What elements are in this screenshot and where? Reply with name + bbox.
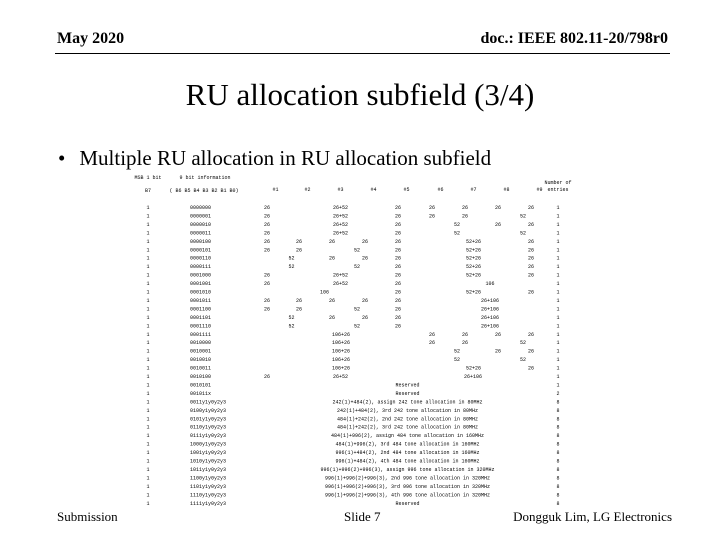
row-ru-cell: 52: [453, 230, 461, 237]
footer-author: Dongguk Lim, LG Electronics: [513, 509, 672, 524]
row-ru-cell: 26: [296, 306, 303, 313]
row-msb: 1: [146, 331, 150, 338]
row-ru-cell: 26: [462, 331, 469, 338]
row-bits: 0000010: [190, 221, 212, 228]
header-number-of: Number of: [544, 180, 572, 186]
row-ru-cell: 106+26: [331, 357, 351, 364]
row-ru-cell: 52: [453, 348, 461, 355]
row-ru-cell: 52+26: [465, 238, 482, 245]
row-ru-cell: 26+52: [332, 230, 349, 237]
row-ru-cell: 52: [288, 314, 295, 321]
row-ru-cell: 26: [264, 213, 271, 220]
row-bits: 0010010: [190, 357, 212, 364]
row-ru-cell: 996(1)+484(2), 4th 484 tone allocation in 160MHz: [335, 458, 480, 465]
bullet-dot: •: [58, 146, 66, 170]
row-bits: 0010001: [190, 348, 212, 355]
header-b7: B7: [144, 188, 152, 194]
row-ru-cell: 26: [395, 264, 402, 271]
row-msb: 1: [146, 238, 150, 245]
row-msb: 1: [146, 205, 150, 211]
row-msb: 1: [146, 475, 150, 482]
row-bits: 0001100: [190, 306, 212, 313]
row-ru-cell: 26: [264, 247, 271, 254]
row-entries: 2: [556, 390, 560, 397]
row-bits: 1010y1y0y2y3: [190, 458, 227, 465]
row-msb: 1: [146, 247, 150, 254]
row-msb: 1: [146, 281, 150, 288]
row-ru-cell: 26+52: [332, 374, 349, 380]
row-ru-cell: 26: [495, 348, 502, 355]
row-ru-cell: 996(1)+484(2), 2nd 484 tone allocation in 160MHz: [335, 450, 480, 457]
row-msb: 1: [146, 416, 150, 423]
row-ru-cell: 484(1)+996(2), assign 484 tone allocation in 160MHz: [330, 433, 485, 440]
row-entries: 1: [556, 357, 560, 364]
row-ru-cell: 996(1)+996(2)+996(3), 4th 996 tone allocation in 320MHz: [324, 492, 491, 499]
row-ru-cell: Reserved: [395, 390, 420, 397]
row-bits: 0001000: [190, 272, 212, 279]
row-ru-cell: 26: [528, 365, 535, 372]
row-msb: 1: [146, 365, 150, 372]
header-ru-5: #5: [403, 187, 410, 193]
row-entries: 8: [556, 492, 560, 499]
row-bits: 0011y1y0y2y3: [190, 399, 227, 406]
row-ru-cell: 26+106: [480, 297, 500, 304]
row-bits: 001011x: [190, 390, 212, 397]
row-ru-cell: 52: [353, 306, 361, 313]
row-msb: 1: [146, 424, 150, 431]
row-ru-cell: 26: [395, 281, 402, 288]
row-ru-cell: 26: [264, 221, 271, 228]
row-ru-cell: 26: [395, 289, 402, 296]
row-ru-cell: 484(1)+242(2), 2nd 242 tone allocation in 80MHz: [336, 416, 479, 423]
row-ru-cell: 242(1)+484(2), assign 242 tone allocation in 80MHz: [332, 399, 483, 406]
header-ru-3: #3: [337, 187, 344, 193]
row-entries: 8: [556, 450, 560, 457]
row-entries: 1: [556, 264, 560, 271]
row-ru-cell: 26: [329, 255, 336, 262]
row-ru-cell: 26: [395, 230, 402, 237]
row-msb: 1: [146, 382, 150, 389]
row-entries: 1: [556, 238, 560, 245]
row-ru-cell: 26: [429, 213, 436, 220]
row-msb: 1: [146, 500, 150, 507]
row-entries: 1: [556, 205, 560, 211]
row-ru-cell: 26: [528, 331, 535, 338]
row-msb: 1: [146, 407, 150, 414]
row-ru-cell: 996(1)+996(2)+996(3), assign 996 tone allocation in 320MHz: [320, 466, 495, 473]
row-entries: 1: [556, 230, 560, 237]
row-msb: 1: [146, 348, 150, 355]
row-bits: 0001010: [190, 289, 212, 296]
row-ru-cell: Reserved: [395, 382, 420, 389]
header-date: May 2020: [57, 30, 125, 47]
row-entries: 1: [556, 314, 560, 321]
header-msb-bit: MSB 1 bit: [134, 175, 162, 181]
row-bits: 0000111: [190, 264, 212, 271]
row-ru-cell: 26: [528, 247, 535, 254]
row-msb: 1: [146, 297, 150, 304]
row-ru-cell: 26+52: [332, 281, 349, 288]
row-ru-cell: 26: [264, 205, 271, 211]
row-bits: 1001y1y0y2y3: [190, 450, 227, 457]
row-entries: 8: [556, 458, 560, 465]
row-msb: 1: [146, 221, 150, 228]
row-entries: 8: [556, 483, 560, 490]
row-ru-cell: 52: [288, 323, 295, 330]
row-ru-cell: 52: [353, 247, 361, 254]
row-msb: 1: [146, 374, 150, 380]
row-ru-cell: 106: [485, 281, 495, 288]
row-ru-cell: 52+26: [465, 255, 482, 262]
row-ru-cell: 26: [462, 213, 469, 220]
row-ru-cell: 52: [453, 221, 461, 228]
row-msb: 1: [146, 458, 150, 465]
row-ru-cell: 52: [453, 357, 461, 364]
slide-title: RU allocation subfield (3/4): [185, 77, 535, 112]
row-entries: 1: [556, 382, 560, 389]
row-ru-cell: 26: [395, 323, 402, 330]
row-ru-cell: 26+106: [480, 323, 500, 330]
row-entries: 1: [556, 247, 560, 254]
row-bits: 0010000: [190, 340, 212, 347]
row-ru-cell: 484(1)+996(2), 3rd 484 tone allocation in 160MHz: [335, 441, 480, 448]
row-ru-cell: 52: [288, 264, 295, 271]
row-ru-cell: 26: [528, 264, 535, 271]
row-ru-cell: 26: [264, 306, 271, 313]
row-msb: 1: [146, 230, 150, 237]
row-bits: 1101y1y0y2y3: [190, 483, 227, 490]
row-ru-cell: 52: [353, 264, 361, 271]
row-entries: 8: [556, 441, 560, 448]
row-entries: 1: [556, 306, 560, 313]
row-ru-cell: 26: [296, 238, 303, 245]
header-entries: entries: [547, 187, 569, 193]
row-entries: 1: [556, 365, 560, 372]
row-ru-cell: Reserved: [395, 500, 420, 507]
row-entries: 1: [556, 340, 560, 347]
row-ru-cell: 52+26: [465, 289, 482, 296]
row-ru-cell: 26: [528, 289, 535, 296]
row-entries: 1: [556, 348, 560, 355]
row-ru-cell: 106+26: [331, 331, 351, 338]
row-ru-cell: 26: [264, 281, 271, 288]
row-ru-cell: 26: [462, 340, 469, 347]
header-bit-order: ( B6 B5 B4 B3 B2 B1 B0): [169, 188, 239, 194]
row-entries: 1: [556, 289, 560, 296]
row-bits: 1000y1y0y2y3: [190, 441, 227, 448]
row-msb: 1: [146, 272, 150, 279]
row-msb: 1: [146, 441, 150, 448]
row-ru-cell: 52+26: [465, 264, 482, 271]
row-ru-cell: 26+106: [463, 374, 483, 380]
row-entries: 1: [556, 331, 560, 338]
row-msb: 1: [146, 314, 150, 321]
row-ru-cell: 52: [519, 340, 527, 347]
row-ru-cell: 26: [528, 205, 535, 211]
header-ru-6: #6: [437, 187, 444, 193]
row-ru-cell: 52: [288, 255, 295, 262]
row-ru-cell: 26+52: [332, 272, 349, 279]
row-ru-cell: 26: [528, 221, 535, 228]
footer-slide-number: Slide 7: [344, 509, 381, 524]
row-ru-cell: 26: [362, 314, 369, 321]
row-ru-cell: 26: [429, 340, 436, 347]
header-doc-number: doc.: IEEE 802.11-20/798r0: [480, 30, 668, 47]
row-ru-cell: 26: [264, 297, 271, 304]
row-entries: 8: [556, 424, 560, 431]
row-ru-cell: 26: [395, 272, 402, 279]
row-entries: 8: [556, 475, 560, 482]
row-ru-cell: 106: [319, 289, 330, 296]
row-msb: 1: [146, 450, 150, 457]
row-msb: 1: [146, 255, 150, 262]
row-msb: 1: [146, 357, 150, 364]
row-entries: 1: [556, 297, 560, 304]
row-ru-cell: 26: [429, 205, 436, 211]
header-ru-8: #8: [503, 187, 510, 193]
row-msb: 1: [146, 289, 150, 296]
row-bits: 0000110: [190, 255, 212, 262]
row-ru-cell: 26+52: [332, 205, 349, 211]
row-bits: 0000011: [190, 230, 212, 237]
row-ru-cell: 996(1)+996(2)+996(3), 2nd 996 tone allocation in 320MHz: [324, 475, 491, 482]
row-bits: 0010011: [190, 365, 212, 372]
row-bits: 0110y1y0y2y3: [190, 424, 227, 431]
row-ru-cell: 26: [528, 255, 535, 262]
row-ru-cell: 26: [395, 314, 402, 321]
row-entries: 8: [556, 416, 560, 423]
row-ru-cell: 26: [495, 205, 502, 211]
row-ru-cell: 26: [395, 297, 402, 304]
row-bits: 0000001: [190, 213, 212, 220]
footer-submission: Submission: [57, 509, 118, 524]
row-ru-cell: 52+26: [465, 365, 482, 372]
row-ru-cell: 26: [395, 205, 402, 211]
row-ru-cell: 52: [519, 213, 527, 220]
row-bits: 0001011: [190, 297, 212, 304]
row-ru-cell: 26: [462, 205, 469, 211]
row-bits: 1100y1y0y2y3: [190, 475, 227, 482]
row-ru-cell: 52+26: [465, 272, 482, 279]
row-bits: 0000000: [190, 205, 212, 211]
header-ru-4: #4: [370, 187, 377, 193]
row-entries: 8: [556, 466, 560, 473]
row-ru-cell: 26: [264, 238, 271, 245]
header-9bit-information: 9 bit information: [179, 175, 231, 181]
row-ru-cell: 26: [528, 348, 535, 355]
row-entries: 1: [556, 213, 560, 220]
row-ru-cell: 26+106: [480, 306, 500, 313]
row-ru-cell: 52: [519, 230, 527, 237]
row-ru-cell: 26+52: [332, 221, 349, 228]
row-ru-cell: 52: [519, 357, 527, 364]
row-ru-cell: 26: [395, 255, 402, 262]
row-ru-cell: 26: [395, 213, 402, 220]
row-ru-cell: 242(1)+484(2), 3rd 242 tone allocation in 80MHz: [336, 407, 479, 414]
header-ru-2: #2: [304, 187, 311, 193]
row-ru-cell: 106+26: [331, 348, 351, 355]
row-ru-cell: 26: [495, 221, 502, 228]
row-bits: 0111y1y0y2y3: [190, 433, 227, 440]
row-ru-cell: 26: [329, 314, 336, 321]
row-ru-cell: 52: [353, 323, 361, 330]
row-ru-cell: 26: [296, 247, 303, 254]
row-msb: 1: [146, 306, 150, 313]
row-ru-cell: 26: [264, 374, 271, 380]
row-ru-cell: 26: [429, 331, 436, 338]
row-ru-cell: 106+26: [331, 340, 351, 347]
row-bits: 0010101: [190, 382, 212, 389]
row-msb: 1: [146, 323, 150, 330]
row-ru-cell: 26: [296, 297, 303, 304]
row-ru-cell: 26: [395, 221, 402, 228]
row-msb: 1: [146, 399, 150, 406]
row-entries: 8: [556, 433, 560, 440]
row-msb: 1: [146, 483, 150, 490]
row-bits: 1110y1y0y2y3: [190, 492, 227, 499]
row-ru-cell: 26: [395, 306, 402, 313]
row-ru-cell: 26: [395, 247, 402, 254]
row-ru-cell: 26: [362, 238, 369, 245]
row-entries: 8: [556, 399, 560, 406]
row-bits: 0001110: [190, 323, 212, 330]
row-entries: 1: [556, 221, 560, 228]
row-ru-cell: 26: [362, 297, 369, 304]
row-bits: 0001001: [190, 281, 212, 288]
row-ru-cell: 996(1)+996(2)+996(3), 3rd 996 tone allocation in 320MHz: [324, 483, 491, 490]
row-entries: 8: [556, 407, 560, 414]
row-bits: 0101y1y0y2y3: [190, 416, 227, 423]
row-bits: 1011y1y0y2y3: [190, 466, 227, 473]
header-ru-1: #1: [272, 187, 279, 193]
row-bits: 0000101: [190, 247, 212, 254]
row-ru-cell: 26: [528, 238, 535, 245]
row-bits: 0010100: [190, 374, 212, 380]
row-entries: 1: [556, 374, 560, 380]
row-msb: 1: [146, 213, 150, 220]
row-msb: 1: [146, 340, 150, 347]
row-bits: 1111y1y0y2y3: [190, 500, 227, 507]
header-ru-7: #7: [470, 187, 477, 193]
row-ru-cell: 106+26: [331, 365, 351, 372]
row-bits: 0100y1y0y2y3: [190, 407, 227, 414]
row-entries: 1: [556, 272, 560, 279]
row-ru-cell: 26: [264, 230, 271, 237]
row-entries: 8: [556, 500, 560, 507]
row-bits: 0001101: [190, 314, 212, 321]
row-entries: 1: [556, 281, 560, 288]
row-ru-cell: 26: [495, 331, 502, 338]
row-ru-cell: 26: [264, 272, 271, 279]
row-entries: 1: [556, 323, 560, 330]
row-ru-cell: 52+26: [465, 247, 482, 254]
row-msb: 1: [146, 433, 150, 440]
row-msb: 1: [146, 390, 150, 397]
bullet-text: Multiple RU allocation in RU allocation subfield: [79, 146, 492, 170]
row-msb: 1: [146, 264, 150, 271]
row-bits: 0000100: [190, 238, 212, 245]
row-ru-cell: 26: [362, 255, 369, 262]
row-ru-cell: 26+52: [332, 213, 349, 220]
row-ru-cell: 26+106: [480, 314, 500, 321]
row-ru-cell: 26: [329, 297, 336, 304]
row-ru-cell: 26: [528, 272, 535, 279]
row-entries: 1: [556, 255, 560, 262]
header-ru-9: #9: [536, 187, 543, 193]
row-ru-cell: 26: [395, 238, 402, 245]
row-msb: 1: [146, 466, 150, 473]
row-bits: 0001111: [190, 331, 212, 338]
row-msb: 1: [146, 492, 150, 499]
row-ru-cell: 26: [329, 238, 336, 245]
row-ru-cell: 484(1)+242(2), 3rd 242 tone allocation in 80MHz: [336, 424, 479, 431]
